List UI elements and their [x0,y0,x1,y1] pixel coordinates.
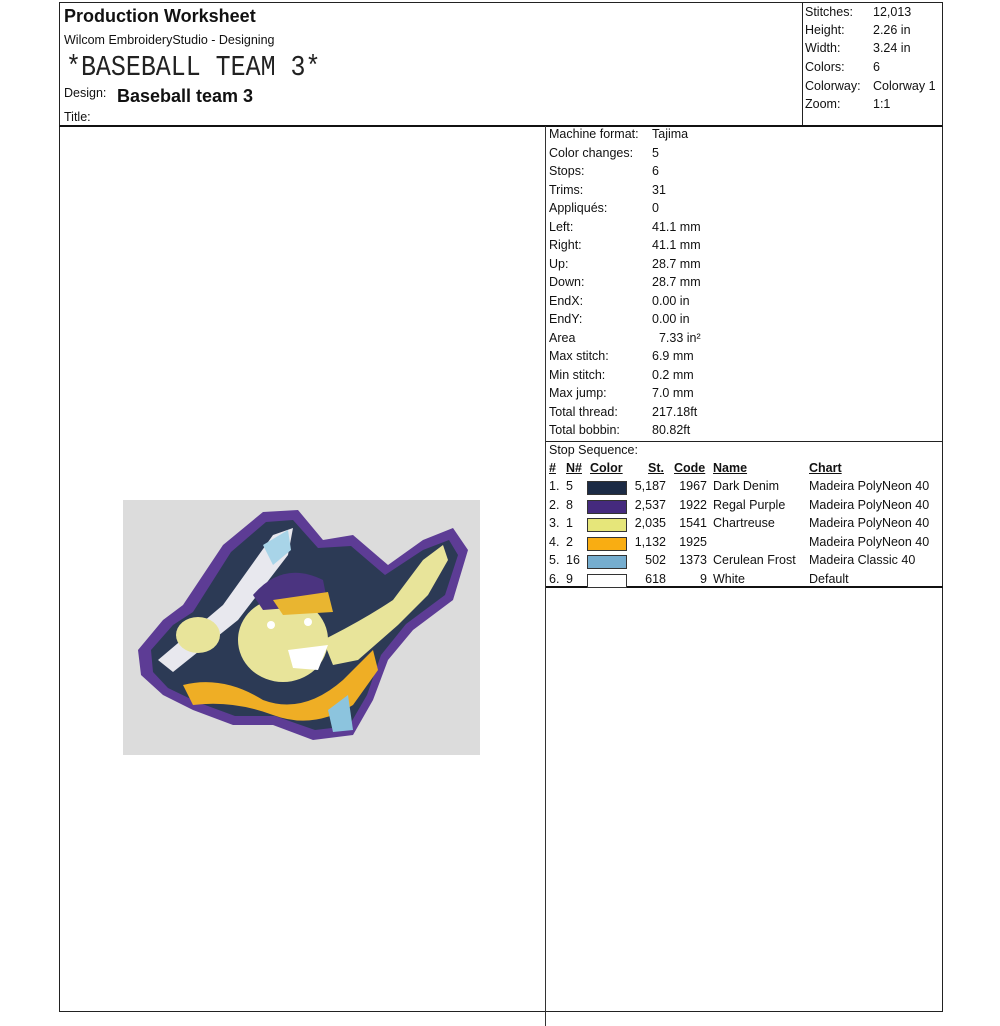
header-info [60,3,802,125]
design-name: Baseball team 3 [117,86,254,106]
col-header-num: # [549,461,556,475]
table-row: 1. 5 5,187 1967 Dark Denim Madeira PolyNeon 40 [549,479,930,493]
table-row: 2. 8 2,537 1922 Regal Purple Madeira PolyNeon 40 [549,497,930,512]
col-header-code: Code [674,461,706,475]
barcode-text: *BASEBALL TEAM 3* [66,51,321,84]
embroidery-logo-image [123,500,480,755]
table-row: 4. 2 1,132 1925 Madeira PolyNeon 40 [549,534,930,549]
col-header-chart: Chart [809,461,842,475]
color-swatch [587,518,627,532]
design-label: Design: [64,86,107,100]
color-swatch [587,574,627,588]
worksheet-header [59,2,943,127]
summary-panel: Stitches: 12,013 Height: 2.26 in Width: 3.24 in Colors: 6 Colorway: Colorway 1 Zoom: 1:1 [802,3,942,125]
stop-sequence-table [546,441,943,588]
col-header-stitches: St. [648,461,664,475]
table-row: 6. 9 618 9 White Default [549,571,849,586]
color-swatch [587,481,627,495]
design-preview [123,500,480,755]
color-swatch [587,500,627,514]
stop-sequence-title: Stop Sequence: [549,443,638,457]
title-label: Title: [64,110,91,124]
table-row: 5. 16 502 1373 Cerulean Frost Madeira Classic 40 [549,553,916,567]
color-swatch [587,537,627,551]
col-header-name: Name [713,461,748,475]
col-header-color: Color [590,461,623,475]
col-header-needle: N# [566,461,582,475]
app-subtitle: Wilcom EmbroideryStudio - Designing [64,33,275,47]
page-title: Production Worksheet [64,6,256,26]
color-swatch [587,555,627,569]
table-row: 3. 1 2,035 1541 Chartreuse Madeira PolyNeon 40 [549,516,930,530]
